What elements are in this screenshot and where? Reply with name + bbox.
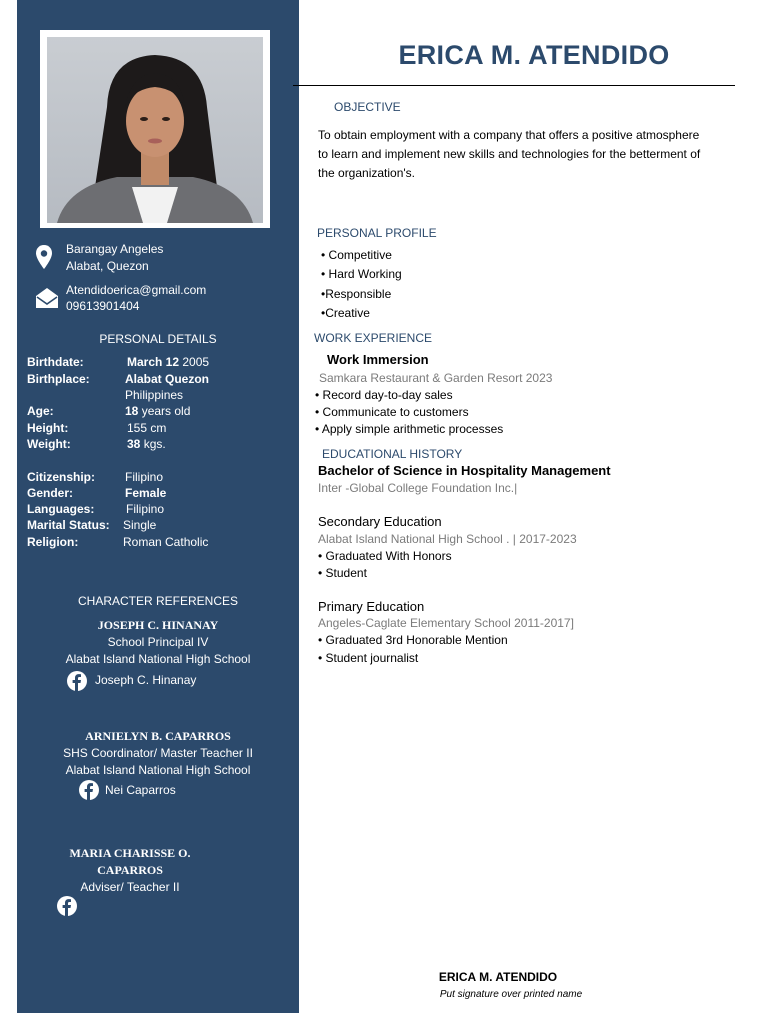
religion-value: Roman Catholic: [123, 535, 209, 549]
reference-2-title: SHS Coordinator/ Master Teacher II: [63, 746, 253, 760]
age-unit: years old: [138, 404, 191, 418]
secondary-title: Secondary Education: [318, 514, 442, 529]
birthdate-label: Birthdate:: [27, 355, 84, 369]
reference-1-name: JOSEPH C. HINANAY: [97, 618, 219, 632]
citizenship-value: Filipino: [125, 470, 164, 484]
personal-details-heading: PERSONAL DETAILS: [99, 332, 217, 346]
work-place: Samkara Restaurant & Garden Resort 2023: [319, 371, 553, 385]
profile-item: •Responsible: [321, 287, 392, 301]
email-text[interactable]: Atendidoerica@gmail.com: [66, 283, 207, 297]
secondary-item: • Student: [318, 566, 367, 580]
secondary-school: Alabat Island National High School . | 2017-2023: [318, 532, 577, 546]
objective-heading: OBJECTIVE: [334, 100, 401, 114]
facebook-icon[interactable]: [57, 896, 77, 916]
reference-3-title: Adviser/ Teacher II: [80, 880, 180, 894]
facebook-icon[interactable]: [67, 671, 87, 691]
height-value: 155 cm: [127, 421, 167, 435]
title-divider: [293, 85, 735, 86]
work-item: • Record day-to-day sales: [315, 388, 453, 402]
address-line-1: Barangay Angeles: [66, 242, 164, 256]
weight-value: [127, 437, 166, 451]
birthplace-value: Alabat Quezon: [125, 372, 210, 386]
personal-profile-heading: PERSONAL PROFILE: [317, 226, 437, 240]
signature-name: ERICA M. ATENDIDO: [438, 970, 558, 984]
envelope-icon: [35, 287, 59, 309]
languages-label: Languages:: [27, 502, 95, 516]
reference-1-title: School Principal IV: [107, 635, 209, 649]
work-item: • Apply simple arithmetic processes: [315, 422, 504, 436]
contact-address: [35, 242, 295, 276]
profile-item: • Competitive: [321, 248, 392, 262]
birthplace-value-2: Philippines: [125, 388, 184, 402]
reference-2-facebook[interactable]: Nei Caparros: [105, 783, 176, 797]
birthdate-month-day: March 12: [127, 355, 180, 369]
reference-1-school: Alabat Island National High School: [65, 652, 251, 666]
gender-label: Gender:: [27, 486, 74, 500]
citizenship-label: Citizenship:: [27, 470, 95, 484]
college-school: Inter -Global College Foundation Inc.|: [318, 481, 518, 495]
birthdate-year: 2005: [179, 355, 210, 369]
age-label: Age:: [27, 404, 54, 418]
secondary-item: • Graduated With Honors: [318, 549, 452, 563]
signature-note: Put signature over printed name: [439, 989, 583, 1000]
college-title: Bachelor of Science in Hospitality Management: [318, 463, 611, 478]
religion-label: Religion:: [27, 535, 79, 549]
birthplace-label: Birthplace:: [27, 372, 90, 386]
age-value: [125, 404, 190, 418]
work-item: • Communicate to customers: [315, 405, 469, 419]
marital-status-label: Marital Status:: [27, 518, 110, 532]
work-title: Work Immersion: [327, 352, 429, 367]
sidebar: [17, 0, 299, 1013]
primary-title: Primary Education: [318, 599, 425, 614]
primary-item: • Student journalist: [318, 651, 419, 665]
objective-line-3: the organization's.: [318, 166, 416, 180]
objective-line-1: To obtain employment with a company that offers a positive atmosphere: [318, 128, 700, 142]
profile-item: •Creative: [321, 306, 370, 320]
gender-value: Female: [125, 486, 167, 500]
phone-text: 09613901404: [66, 299, 140, 313]
objective-line-2: to learn and implement new skills and technologies for the betterment of: [318, 147, 701, 161]
work-experience-heading: WORK EXPERIENCE: [314, 331, 433, 345]
reference-2-name: ARNIELYN B. CAPARROS: [85, 729, 231, 743]
height-label: Height:: [27, 421, 69, 435]
reference-2-school: Alabat Island National High School: [65, 763, 251, 777]
educational-history-heading: EDUCATIONAL HISTORY: [322, 447, 463, 461]
primary-item: • Graduated 3rd Honorable Mention: [318, 633, 508, 647]
location-pin-icon: [35, 245, 53, 269]
age-number: 18: [125, 404, 139, 418]
profile-photo: [47, 37, 263, 223]
contact-email: [35, 282, 295, 316]
languages-value: Filipino: [126, 502, 165, 516]
page-title: ERICA M. ATENDIDO: [398, 40, 670, 70]
primary-school: Angeles-Caglate Elementary School 2011-2017]: [318, 616, 574, 630]
facebook-icon[interactable]: [79, 780, 99, 800]
character-references-heading: CHARACTER REFERENCES: [77, 594, 239, 608]
address-line-2: Alabat, Quezon: [66, 259, 149, 273]
profile-photo-frame: [40, 30, 270, 228]
birthdate-value: [127, 355, 209, 369]
weight-number: 38: [127, 437, 141, 451]
marital-status-value: Single: [123, 518, 157, 532]
reference-1-facebook[interactable]: Joseph C. Hinanay: [95, 673, 197, 687]
weight-unit: kgs.: [140, 437, 166, 451]
weight-label: Weight:: [27, 437, 71, 451]
reference-3-name-line-2: CAPARROS: [97, 863, 163, 877]
reference-3-name-line-1: MARIA CHARISSE O.: [69, 846, 191, 860]
profile-item: • Hard Working: [321, 267, 402, 281]
